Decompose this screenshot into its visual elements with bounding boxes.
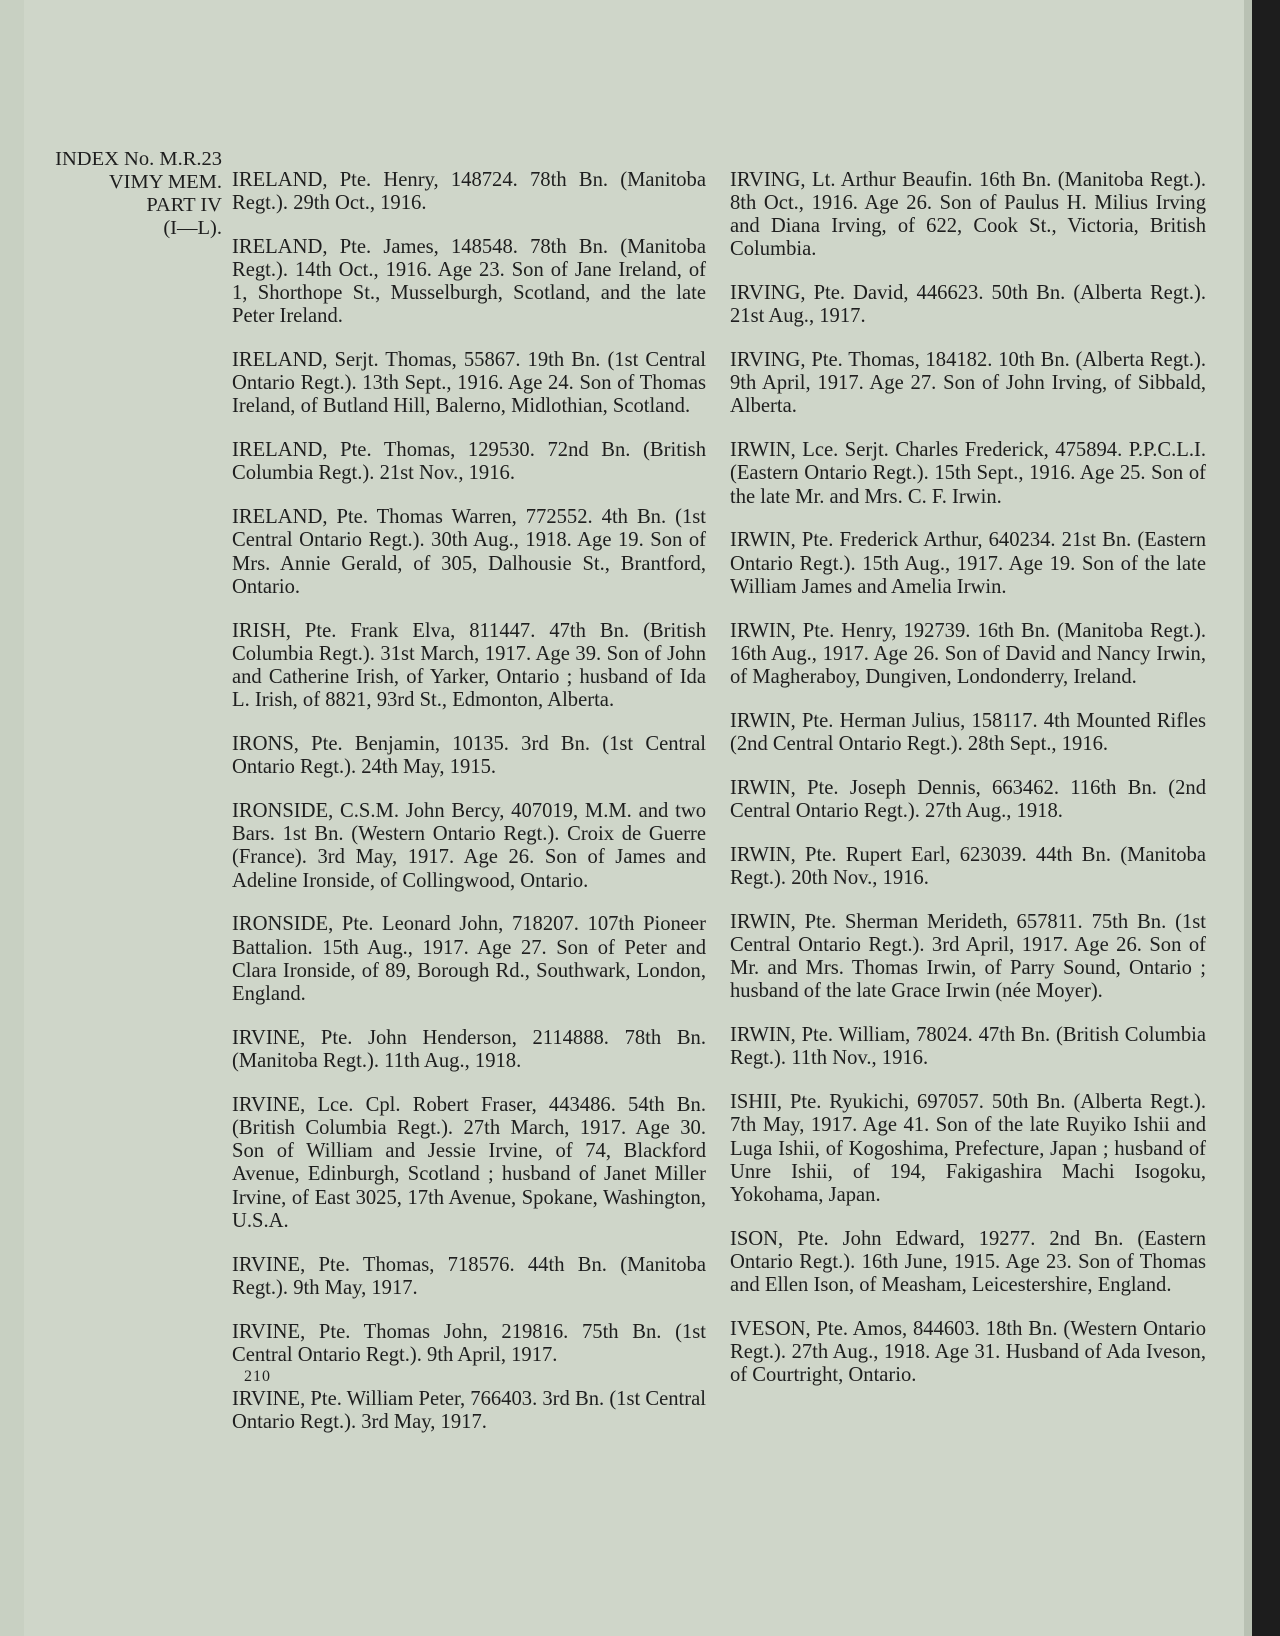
entry: IRELAND, Pte. Thomas Warren, 772552. 4th Bn. (1st Central Ontario Regt.). 30th Aug., 1918. Age 19. Son of Mrs. Annie Gerald, of 305, Dalhousie St., Brantford, Ontario. [232,506,706,598]
index-number: INDEX No. M.R.23 [55,148,222,170]
entry: IRVING, Pte. David, 446623. 50th Bn. (Alberta Regt.). 21st Aug., 1917. [730,282,1206,328]
book-spine [1252,0,1280,1636]
entry: IRONSIDE, Pte. Leonard John, 718207. 107th Pioneer Battalion. 15th Aug., 1917. Age 27. Son of Peter and Clara Ironside, of 89, Borough Rd., Southwark, London, England. [232,913,706,1006]
entry: IRWIN, Lce. Serjt. Charles Frederick, 475894. P.P.C.L.I. (Eastern Ontario Regt.). 15th Sept., 1916. Age 25. Son of the late Mr. and Mrs. C. F. Irwin. [730,439,1206,508]
entry: IRWIN, Pte. Joseph Dennis, 663462. 116th Bn. (2nd Central Ontario Regt.). 27th Aug., 1918. [730,776,1206,823]
right-column [730,148,1206,1400]
entry: IRVINE, Pte. Thomas John, 219816. 75th Bn. (1st Central Ontario Regt.). 9th April, 1917. [232,1320,706,1366]
entry: IRWIN, Pte. Henry, 192739. 16th Bn. (Manitoba Regt.). 16th Aug., 1917. Age 26. Son of David and Nancy Irwin, of Magheraboy, Dungiven, Londonderry, Ireland. [730,619,1206,689]
entry: IRELAND, Pte. Henry, 148724. 78th Bn. (Manitoba Regt.). 29th Oct., 1916. [232,168,706,214]
part-label: PART IV [146,194,222,216]
entry: IRVINE, Pte. William Peter, 766403. 3rd Bn. (1st Central Ontario Regt.). 3rd May, 1917. [232,1387,706,1433]
entry: IRWIN, Pte. Herman Julius, 158117. 4th Mounted Rifles (2nd Central Ontario Regt.). 28th Sept., 1916. [730,709,1206,756]
entry: IRVING, Pte. Thomas, 184182. 10th Bn. (Alberta Regt.). 9th April, 1917. Age 27. Son of John Irving, of Sibbald, Alberta. [730,349,1206,418]
page-number: 210 [244,1368,271,1385]
entry: ISHII, Pte. Ryukichi, 697057. 50th Bn. (Alberta Regt.). 7th May, 1917. Age 41. Son of the late Ruyiko Ishii and Luga Ishii, of Kogoshima, Prefecture, Japan ; husband of Unre Ishii, of 194, Fakigashira Machi Isogoku, Yokohama, Japan. [730,1091,1206,1207]
letter-range: (I—L). [163,217,222,239]
entry: IRWIN, Pte. William, 78024. 47th Bn. (British Columbia Regt.). 11th Nov., 1916. [730,1024,1206,1070]
entry: ISON, Pte. John Edward, 19277. 2nd Bn. (Eastern Ontario Regt.). 16th June, 1915. Age 23. Son of Thomas and Ellen Ison, of Measham, Leicestershire, England. [730,1227,1206,1297]
entry: IRWIN, Pte. Frederick Arthur, 640234. 21st Bn. (Eastern Ontario Regt.). 15th Aug., 1917. Age 19. Son of the late William James and Amelia Irwin. [730,529,1206,598]
entry: IRONSIDE, C.S.M. John Bercy, 407019, M.M. and two Bars. 1st Bn. (Western Ontario Regt.). Croix de Guerre (France). 3rd May, 1917. Age 26. Son of James and Adeline Ironside, of Collingwood, Ontario. [232,800,706,892]
entry: IRVINE, Lce. Cpl. Robert Fraser, 443486. 54th Bn. (British Columbia Regt.). 27th March, 1917. Age 30. Son of William and Jessie Irvine, of 74, Blackford Avenue, Edinburgh, Scotland ; husband of Janet Miller Irvine, of East 3025, 17th Avenue, Spokane, Washington, U.S.A. [232,1093,706,1232]
entry: IRELAND, Pte. James, 148548. 78th Bn. (Manitoba Regt.). 14th Oct., 1916. Age 23. Son of Jane Ireland, of 1, Shorthope St., Musselburgh, Scotland, and the late Peter Ireland. [232,235,706,328]
index-header [22,148,222,240]
left-column [232,148,706,1446]
entry: IRELAND, Serjt. Thomas, 55867. 19th Bn. (1st Central Ontario Regt.). 13th Sept., 1916. Age 24. Son of Thomas Ireland, of Butland Hill, Balerno, Midlothian, Scotland. [232,349,706,418]
entry: IRWIN, Pte. Sherman Merideth, 657811. 75th Bn. (1st Central Ontario Regt.). 3rd April, 1917. Age 26. Son of Mr. and Mrs. Thomas Irwin, of Parry Sound, Ontario ; husband of the late Grace Irwin (née Moyer). [730,910,1206,1003]
entry: IRVING, Lt. Arthur Beaufin. 16th Bn. (Manitoba Regt.). 8th Oct., 1916. Age 26. Son of Paulus H. Milius Irving and Diana Irving, of 622, Cook St., Victoria, British Columbia. [730,168,1206,261]
entry: IRELAND, Pte. Thomas, 129530. 72nd Bn. (British Columbia Regt.). 21st Nov., 1916. [232,439,706,485]
entry: IVESON, Pte. Amos, 844603. 18th Bn. (Western Ontario Regt.). 27th Aug., 1918. Age 31. Husband of Ada Iveson, of Courtright, Ontario. [730,1318,1206,1387]
entry: IRONS, Pte. Benjamin, 10135. 3rd Bn. (1st Central Ontario Regt.). 24th May, 1915. [232,733,706,779]
entry: IRVINE, Pte. Thomas, 718576. 44th Bn. (Manitoba Regt.). 9th May, 1917. [232,1253,706,1299]
entry: IRWIN, Pte. Rupert Earl, 623039. 44th Bn. (Manitoba Regt.). 20th Nov., 1916. [730,843,1206,890]
memorial-name: VIMY MEM. [108,171,222,193]
entry: IRVINE, Pte. John Henderson, 2114888. 78th Bn. (Manitoba Regt.). 11th Aug., 1918. [232,1026,706,1073]
entry: IRISH, Pte. Frank Elva, 811447. 47th Bn. (British Columbia Regt.). 31st March, 1917. Age 39. Son of John and Catherine Irish, of Yarker, Ontario ; husband of Ida L. Irish, of 8821, 93rd St., Edmonton, Alberta. [232,619,706,712]
